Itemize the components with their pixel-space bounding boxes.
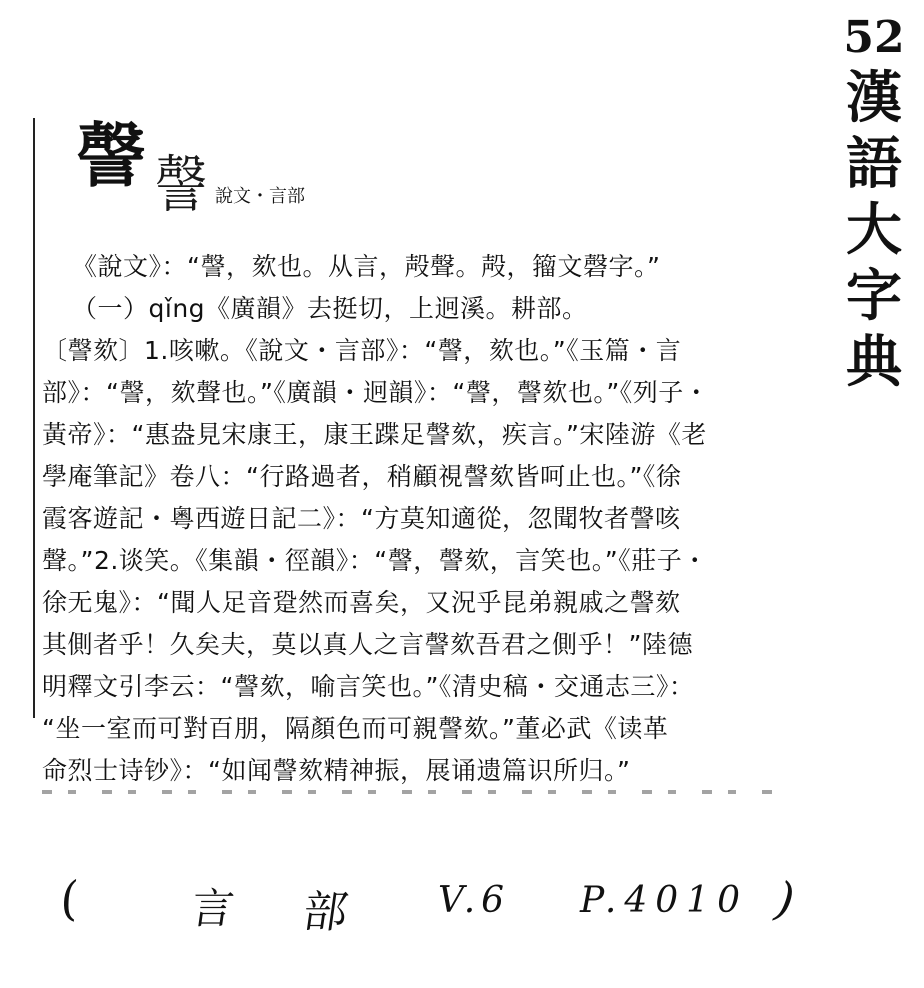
handwritten-reference	[56, 871, 820, 942]
entry-line: 明釋文引李云：“謦欬，喻言笑也。”《清史稿・交通志三》：	[42, 672, 695, 701]
handwritten-page: P.4010	[580, 880, 748, 921]
title-char: 漢	[846, 66, 902, 131]
handwritten-volume: V.6	[438, 880, 511, 921]
volume-number: 52	[843, 12, 905, 63]
dictionary-title	[838, 66, 910, 396]
entry-line: 《說文》：“謦，欬也。从言，殸聲。殸，籀文磬字。”	[72, 252, 661, 281]
source-label: 說文・言部	[215, 186, 305, 207]
entry-line: （一）qǐng《廣韻》去挺切，上迥溪。耕部。	[72, 294, 588, 323]
title-char: 典	[846, 330, 902, 395]
entry-line: 其側者乎！久矣夫，莫以真人之言謦欬吾君之側乎！”陸德	[42, 630, 693, 659]
handwritten-radical-section: 部	[299, 887, 351, 938]
entry-line: 部》：“謦，欬聲也。”《廣韻・迥韻》：“謦，謦欬也。”《列子・	[42, 378, 710, 407]
margin-rule	[33, 118, 35, 718]
handwritten-radical: 言	[188, 884, 238, 933]
entry-line: 黃帝》：“惠盎見宋康王，康王蹀足謦欬，疾言。”宋陸游《老	[42, 420, 707, 449]
entry-line: 〔謦欬〕1.咳嗽。《說文・言部》：“謦，欬也。”《玉篇・言	[42, 336, 682, 365]
seal-script-form: 謦	[154, 148, 208, 221]
clipping-edge	[42, 790, 782, 794]
title-char: 大	[846, 198, 902, 263]
entry-line: 徐无鬼》：“聞人足音跫然而喜矣，又況乎昆弟親戚之謦欬	[42, 588, 681, 617]
title-char: 字	[846, 264, 902, 329]
handwritten-close-paren: )	[772, 871, 798, 927]
handwritten-open-paren: (	[56, 871, 82, 927]
entry-line: 聲。”2.谈笑。《集韻・徑韻》：“謦，謦欬，言笑也。”《莊子・	[42, 546, 708, 575]
entry-body	[42, 246, 808, 792]
headword: 謦	[76, 115, 144, 197]
entry-line: 霞客遊記・粵西遊日記二》：“方莫知適從，忽聞牧者謦咳	[42, 504, 681, 533]
title-char: 語	[846, 132, 902, 197]
entry-line: 命烈士诗钞》：“如闻謦欬精神振，展诵遗篇识所归。”	[42, 756, 631, 785]
entry-line: 學庵筆記》卷八：“行路過者，稍顧視謦欬皆呵止也。”《徐	[42, 462, 682, 491]
entry-line: “坐一室而可對百朋，隔顏色而可親謦欬。”董必武《读革	[42, 714, 669, 743]
